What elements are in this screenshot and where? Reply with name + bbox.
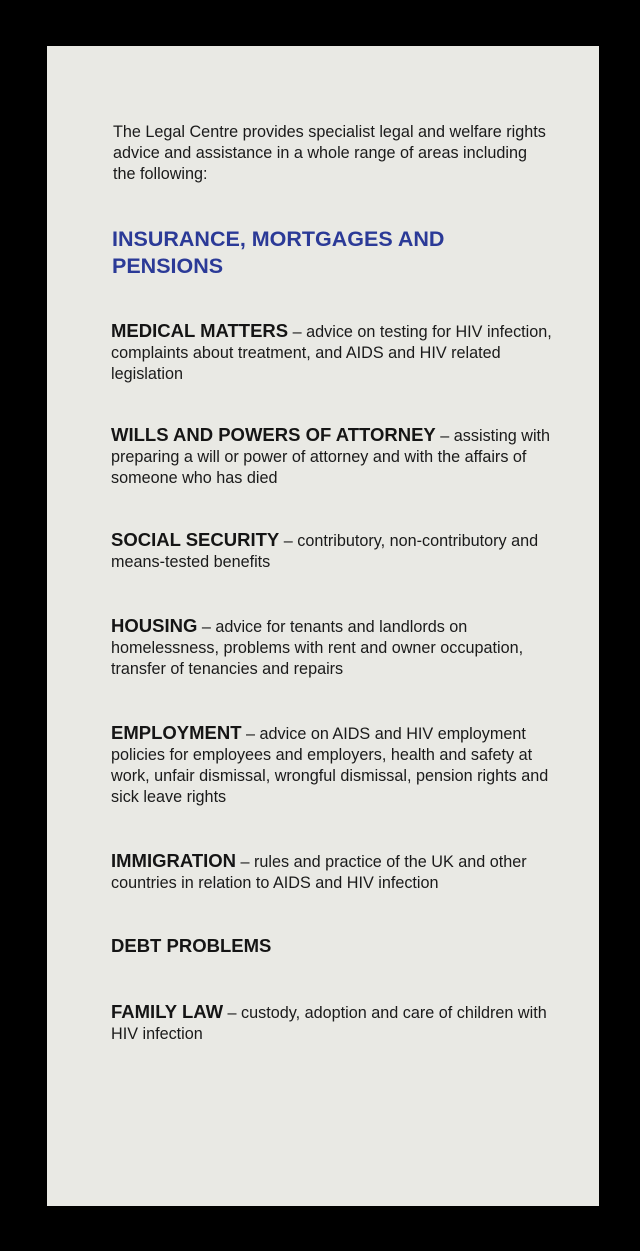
section-heading: MEDICAL MATTERS <box>111 320 289 341</box>
section-text: – assisting with preparing a will or power of attorney and with the affairs of someone who has died <box>111 427 551 487</box>
section-heading: DEBT PROBLEMS <box>111 935 272 956</box>
section-immigration <box>111 850 561 894</box>
section-housing <box>111 615 561 680</box>
section-wills-and-powers-of-attorney <box>111 424 561 489</box>
section-text: – advice on AIDS and HIV employment policies for employees and employers, health and safety at work, unfair dismissal, wrongful dismissal, pension rights and sick leave rights <box>111 725 549 806</box>
section-heading: FAMILY LAW <box>111 1001 224 1022</box>
section-debt-problems <box>111 935 561 958</box>
section-text: – custody, adoption and care of children with HIV infection <box>111 1004 547 1043</box>
section-heading: SOCIAL SECURITY <box>111 529 280 550</box>
main-heading: INSURANCE, MORTGAGES AND PENSIONS <box>112 227 445 278</box>
section-social-security <box>111 529 561 573</box>
section-heading: HOUSING <box>111 615 198 636</box>
section-text: – advice for tenants and landlords on homelessness, problems with rent and owner occupation, transfer of tenancies and repairs <box>111 618 524 678</box>
section-text: – rules and practice of the UK and other countries in relation to AIDS and HIV infection <box>111 853 527 892</box>
section-heading: IMMIGRATION <box>111 850 237 871</box>
section-medical-matters <box>111 320 561 385</box>
section-family-law <box>111 1001 561 1045</box>
section-text: – advice on testing for HIV infection, complaints about treatment, and AIDS and HIV related legislation <box>111 323 552 383</box>
section-employment <box>111 722 561 808</box>
section-heading: WILLS AND POWERS OF ATTORNEY <box>111 424 436 445</box>
leaflet-page <box>47 46 599 1206</box>
section-heading: EMPLOYMENT <box>111 722 242 743</box>
intro-paragraph: The Legal Centre provides specialist legal and welfare rights advice and assistance in a whole range of areas including the following: <box>113 123 546 183</box>
section-text: – contributory, non-contributory and means-tested benefits <box>111 532 539 571</box>
